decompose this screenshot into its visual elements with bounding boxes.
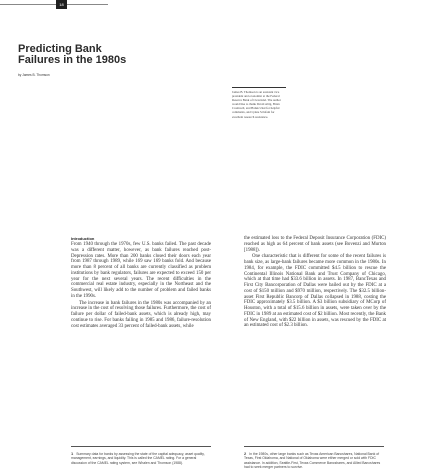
footnote-right — [244, 452, 384, 469]
body-column-right — [244, 236, 386, 330]
body-column-left — [71, 236, 211, 330]
article-title — [18, 44, 218, 66]
article-title-line-1: Predicting Bank — [18, 43, 102, 55]
footnote-number: 1 — [71, 451, 74, 456]
section-heading: Introduction — [71, 236, 95, 241]
body-paragraph: the estimated loss to the Federal Deposit Insurance Corporation (FDIC) reached as high as 64 percent of bank assets (see Bovenzi and Murton [1988]). — [244, 236, 386, 253]
article-title-line-2: Failures in the 1980s — [18, 54, 127, 66]
body-paragraph: One characteristic that is different for some of the recent failures is bank size, as large-bank failures became more common in the 1980s. In 1984, for example, the FDIC committed $4.5 billion to rescue the Continental Illinois National Bank and Trust Company of Chicago, which at that time had $33.6 billion in assets. In 1987, BancTexas and First City Bancorporation of Dallas were bailed out by the FDIC at a cost of $150 million and $970 million, respectively. The $32.5 billion-asset First Republic Bancorp of Dallas collapsed in 1988, costing the FDIC approximately $3.5 billion. A $3 billion subsidiary of MCorp of Houston, with a total of $15.6 billion in assets, were taken over by the FDIC in 1989 at an estimated cost of $2 billion. Most recently, the Bank of New England, with $22 billion in assets, was rescued by the FDIC at an estimated cost of $2.3 billion. — [244, 254, 386, 329]
page-number: 18 — [56, 0, 67, 9]
footnote-number: 2 — [244, 451, 247, 456]
author-bio: James B. Thomson is an assistant vice president and economist at the Federal Reserve Bank of Cleveland. The author would like to thank David Altig, Brian Cromwell, and Haluk Unal for helpful comments, and Lynne Sclafani for excellent research assistance. — [232, 90, 281, 119]
footnote-text: In the 1980s, other large banks such as Texas American Bancshares, National Bank of Texas, First Oklahoma, and National of Oklahoma were either merged or sold with FDIC assistance. In addition, Seattle-First, Texas Commerce Bancshares, and Allied Bancshares had to seek merger partners to survive. — [244, 452, 381, 469]
body-paragraph: The increase in bank failures in the 1980s was accompanied by an increase in the cost of resolving those failures. Furthermore, the cost of failure per dollar of failed-bank assets, which is already high, may continue to rise. For banks failing in 1985 and 1986, failure-resolution cost estimates averaged 33 percent of failed-bank assets, while — [71, 300, 211, 329]
footnote-rule-left — [71, 446, 211, 447]
header-rule — [0, 4, 108, 5]
body-paragraph: From 1940 through the 1970s, few U.S. banks failed. The past decade was a different matter, however, as bank failures reached post-Depression rates. More than 200 banks closed their doors each year from 1987 through 1989, while 169 saw 169 banks fold. And because more than 8 percent of all banks are currently classified as problem institutions by bank regulators, failures are expected to exceed 150 per year for the next several years. The recent difficulties in the commercial real estate industry, especially in the Northeast and the Southwest, will likely add to the number of problem and failed banks in the 1990s. — [71, 242, 211, 299]
footnote-left — [71, 452, 211, 465]
footnote-text: Summary data for banks by assessing the state of the capital adequacy, asset quality, management, earnings, and liquidity. This is called the CAMEL rating. For a general discussion of the CAMEL rating system, see Whalen and Thomson (1988). — [71, 452, 205, 465]
footnote-rule-right — [244, 446, 384, 447]
byline: by James B. Thomson — [18, 73, 50, 77]
bio-rule — [232, 87, 286, 88]
